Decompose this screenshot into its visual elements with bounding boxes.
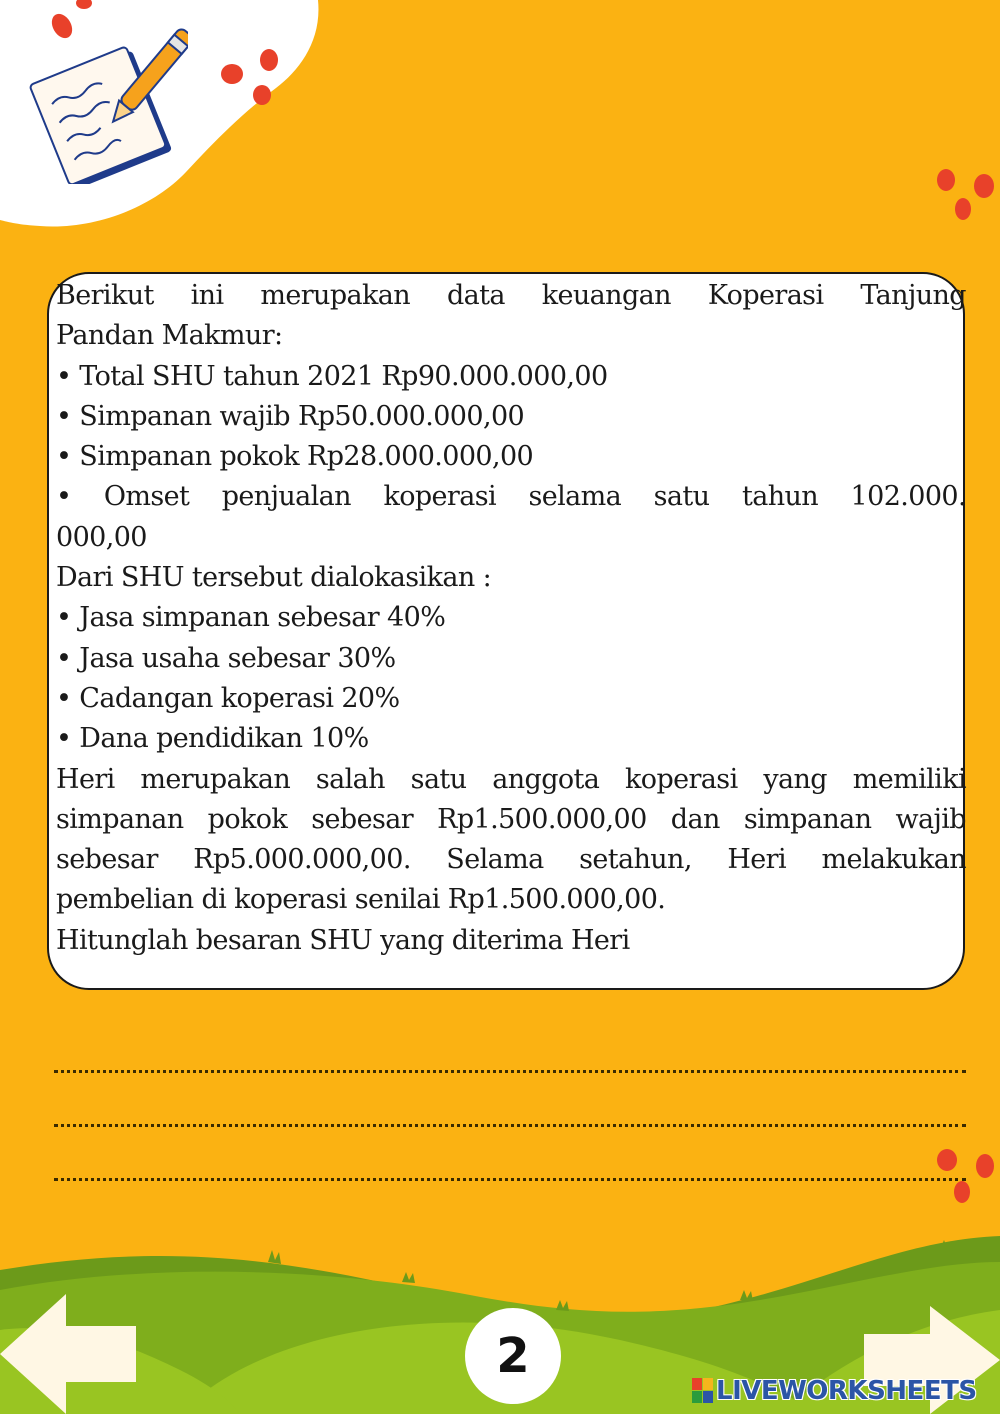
- data-item-omset-line-1: • Omset penjualan koperasi selama satu tahun 102.000.: [56, 481, 966, 513]
- page-number: 2: [496, 1328, 530, 1384]
- answer-line-2[interactable]: [54, 1124, 966, 1127]
- brand: [692, 1374, 977, 1408]
- answer-line-3[interactable]: [54, 1178, 966, 1181]
- data-item-simpanan-wajib: • Simpanan wajib Rp50.000.000,00: [56, 400, 525, 432]
- intro-line-1: Berikut ini merupakan data keuangan Koperasi Tanjung: [56, 280, 966, 311]
- allocation-dana-pendidikan: • Dana pendidikan 10%: [56, 723, 369, 755]
- arrow-left-icon[interactable]: [0, 1294, 136, 1414]
- liveworksheets-logo-icon: [692, 1378, 714, 1404]
- allocation-cadangan: • Cadangan koperasi 20%: [56, 682, 400, 714]
- allocation-jasa-simpanan: • Jasa simpanan sebesar 40%: [56, 602, 446, 634]
- data-item-simpanan-pokok: • Simpanan pokok Rp28.000.000,00: [56, 441, 534, 473]
- case-line-2: simpanan pokok sebesar Rp1.500.000,00 dan simpanan wajib: [56, 803, 966, 835]
- allocation-jasa-usaha: • Jasa usaha sebesar 30%: [56, 642, 396, 674]
- notepad-pen-icon: [26, 24, 188, 184]
- answer-line-1[interactable]: [54, 1070, 966, 1073]
- data-item-shu: • Total SHU tahun 2021 Rp90.000.000,00: [56, 360, 608, 392]
- question-text: [56, 276, 966, 961]
- allocation-heading: Dari SHU tersebut dialokasikan :: [56, 562, 492, 594]
- case-line-3: sebesar Rp5.000.000,00. Selama setahun, Heri melakukan: [56, 844, 966, 876]
- intro-line-2: Pandan Makmur:: [56, 320, 283, 352]
- brand-name: LIVEWORKSHEETS: [716, 1376, 977, 1406]
- question-prompt: Hitunglah besaran SHU yang diterima Heri: [56, 924, 630, 956]
- data-item-omset-line-2: 000,00: [56, 521, 147, 553]
- case-line-1: Heri merupakan salah satu anggota koperasi yang memiliki: [56, 763, 966, 795]
- case-line-4: pembelian di koperasi senilai Rp1.500.000,00.: [56, 884, 666, 916]
